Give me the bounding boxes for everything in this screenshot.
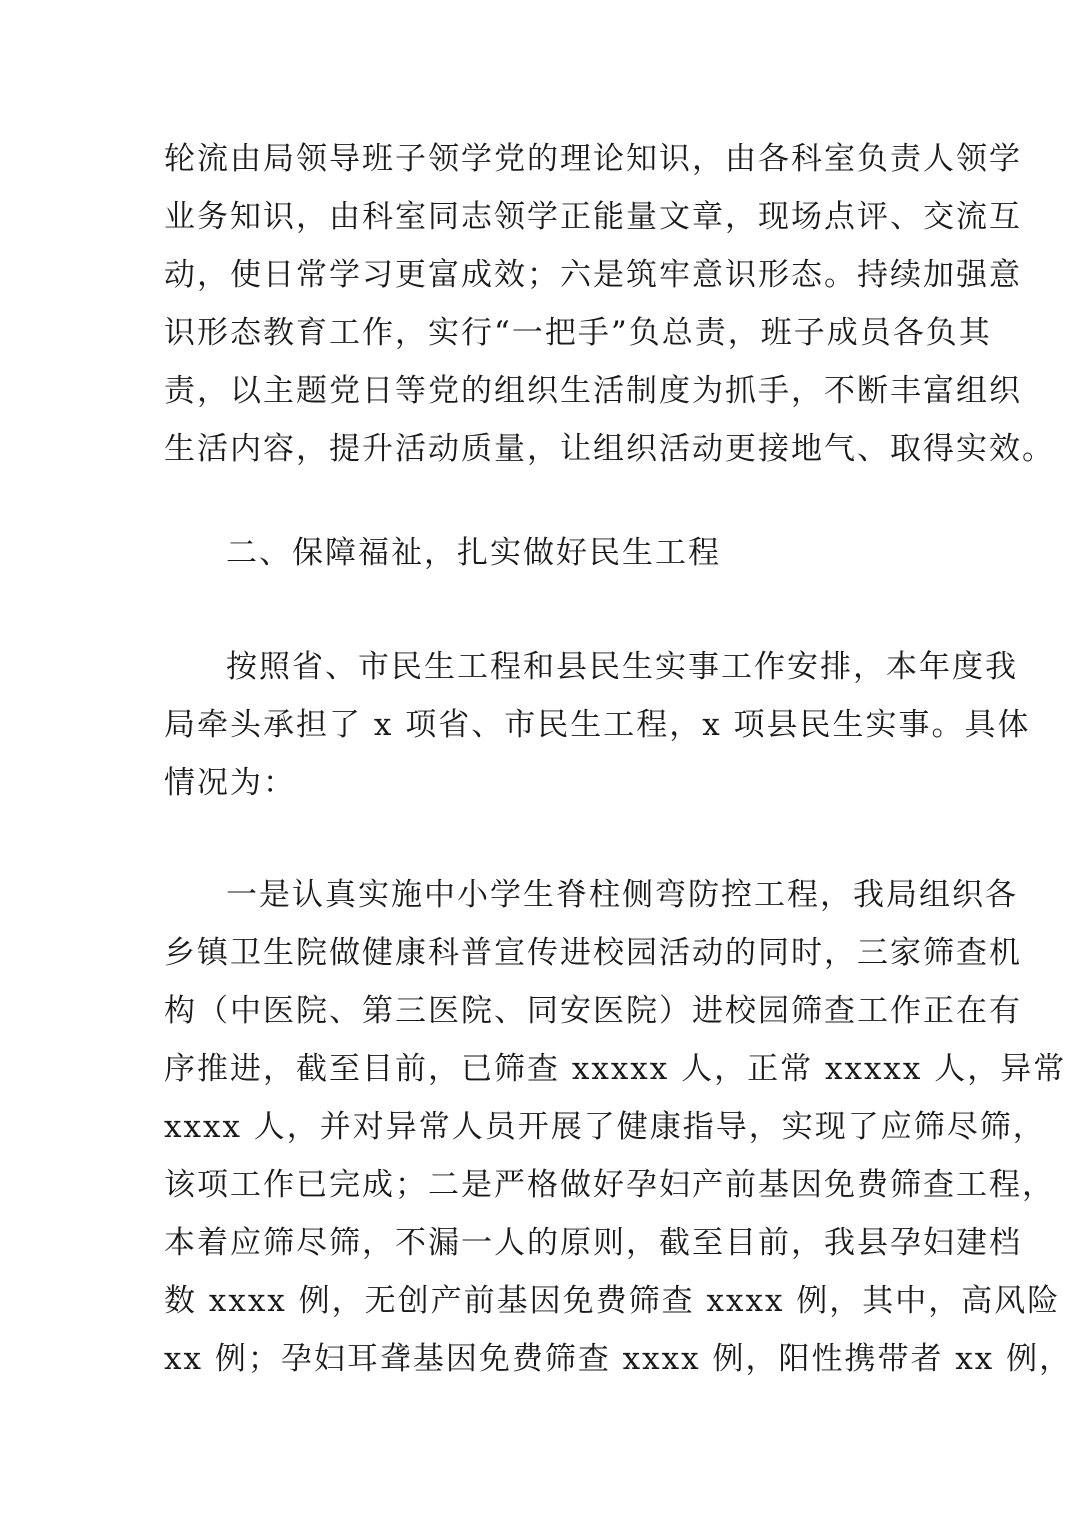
paragraph-1-line-2: 业务知识，由科室同志领学正能量文章，现场点评、交流互	[164, 199, 1022, 235]
paragraph-2-line-1: 按照省、市民生工程和县民生实事工作安排，本年度我	[226, 649, 1018, 685]
paragraph-2-line-3: 情况为：	[164, 765, 296, 801]
paragraph-3-line-2: 乡镇卫生院做健康科普宣传进校园活动的同时，三家筛查机	[164, 935, 1022, 971]
paragraph-3-line-4: 序推进，截至目前，已筛查 xxxxx 人，正常 xxxxx 人，异常	[164, 1051, 1067, 1087]
paragraph-3-line-8: 数 xxxx 例，无创产前基因免费筛查 xxxx 例，其中，高风险	[164, 1283, 1061, 1319]
paragraph-1-line-4: 识形态教育工作，实行“一把手”负总责，班子成员各负其	[164, 315, 992, 351]
section-heading: 二、保障福祉，扎实做好民生工程	[226, 535, 721, 571]
paragraph-1-line-3: 动，使日常学习更富成效；六是筑牢意识形态。持续加强意	[164, 257, 1022, 293]
paragraph-3-line-5: xxxx 人，并对异常人员开展了健康指导，实现了应筛尽筛，	[164, 1109, 1046, 1145]
paragraph-1-line-1: 轮流由局领导班子领学党的理论知识，由各科室负责人领学	[164, 141, 1022, 177]
paragraph-3-line-7: 本着应筛尽筛，不漏一人的原则，截至目前，我县孕妇建档	[164, 1225, 1022, 1261]
paragraph-3-line-9: xx 例；孕妇耳聋基因免费筛查 xxxx 例，阳性携带者 xx 例，	[164, 1341, 1073, 1377]
paragraph-2-line-2: 局牵头承担了 x 项省、市民生工程，x 项县民生实事。具体	[164, 707, 1031, 743]
paragraph-1-line-5: 责，以主题党日等党的组织生活制度为抓手，不断丰富组织	[164, 373, 1022, 409]
paragraph-1-line-6: 生活内容，提升活动质量，让组织活动更接地气、取得实效。	[164, 431, 1055, 467]
paragraph-3-line-1: 一是认真实施中小学生脊柱侧弯防控工程，我局组织各	[226, 877, 1018, 913]
paragraph-3-line-3: 构（中医院、第三医院、同安医院）进校园筛查工作正在有	[164, 993, 1022, 1029]
paragraph-3-line-6: 该项工作已完成；二是严格做好孕妇产前基因免费筛查工程，	[164, 1167, 1055, 1203]
